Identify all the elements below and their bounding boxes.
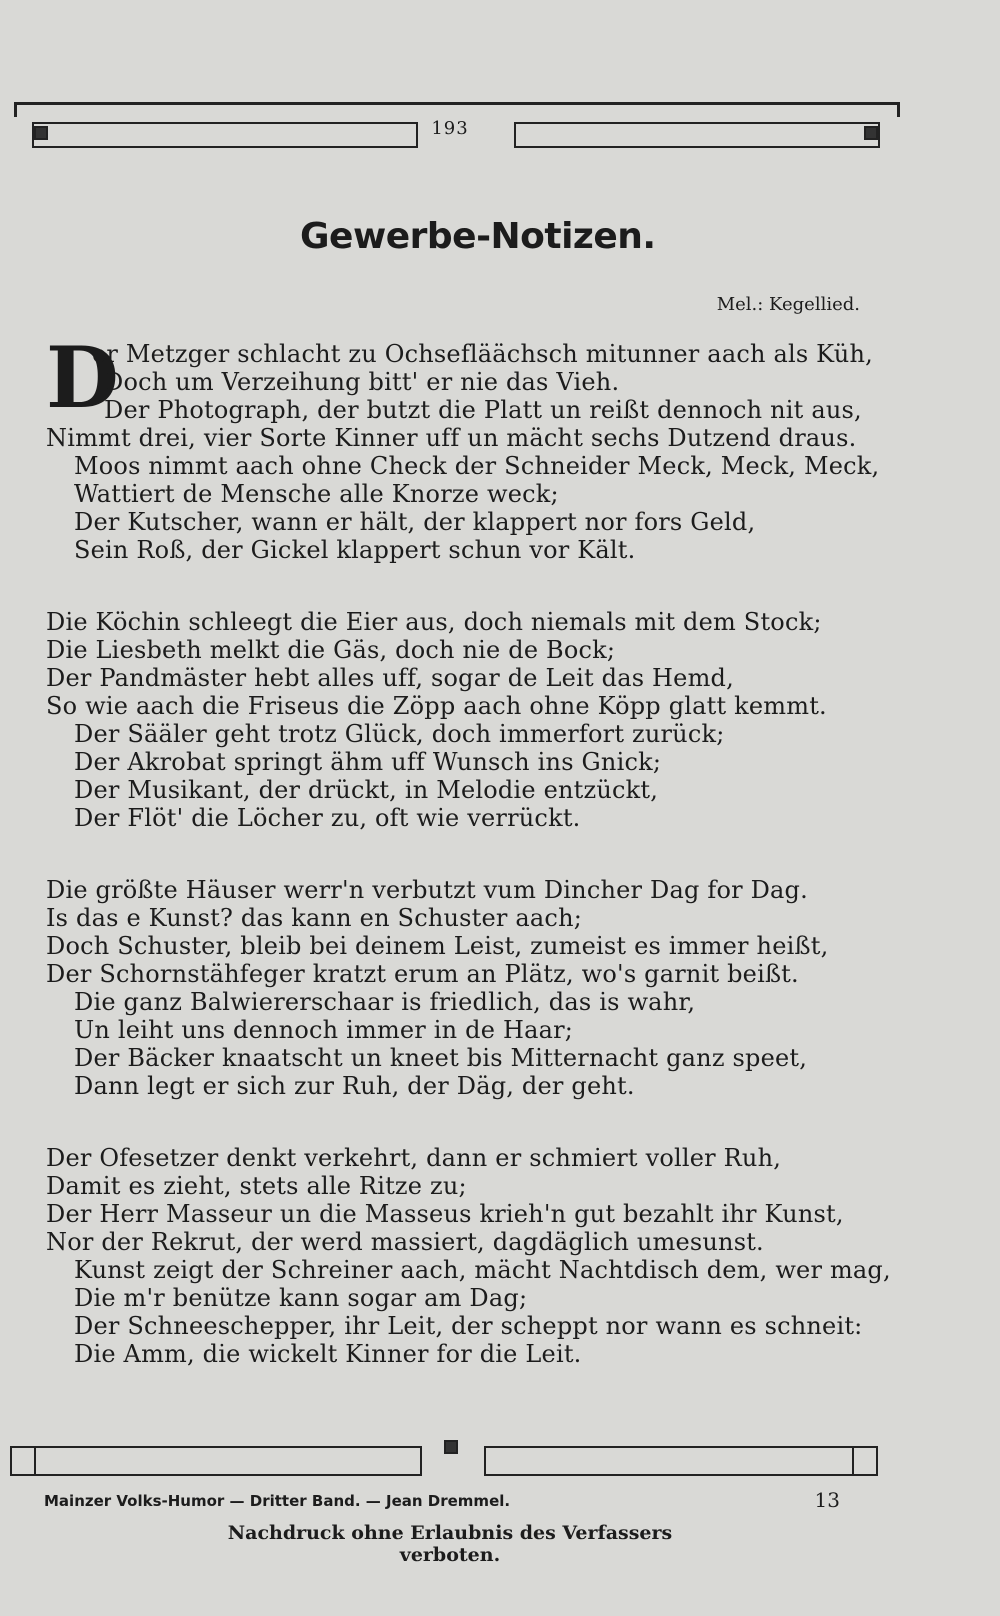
verse-line: Der Photograph, der butzt die Platt un reißt dennoch nit aus, bbox=[104, 396, 862, 424]
signature-number: 13 bbox=[814, 1488, 840, 1512]
verse-line: Doch um Verzeihung bitt' er nie das Vieh. bbox=[104, 368, 620, 396]
verse-line: Dann legt er sich zur Ruh, der Däg, der geht. bbox=[74, 1072, 635, 1100]
drop-cap: D bbox=[46, 328, 119, 427]
top-right-square-ornament bbox=[864, 126, 878, 140]
bottom-left-cap bbox=[10, 1446, 36, 1476]
bottom-frame-right-bar bbox=[484, 1446, 878, 1476]
poem-title: Gewerbe-Notizen. bbox=[300, 216, 656, 257]
verse-line: er Metzger schlacht zu Ochsefläächsch mitunner aach als Küh, bbox=[92, 340, 873, 368]
bottom-right-cap bbox=[852, 1446, 878, 1476]
top-frame-left-bar bbox=[32, 122, 418, 148]
verse-line: Is das e Kunst? das kann en Schuster aach; bbox=[46, 904, 583, 932]
verse-line: Der Bäcker knaatscht un kneet bis Mitternacht ganz speet, bbox=[74, 1044, 808, 1072]
bottom-ornament-frame bbox=[10, 1440, 896, 1474]
verse-line: Die m'r benütze kann sogar am Dag; bbox=[74, 1284, 528, 1312]
verse-line: So wie aach die Friseus die Zöpp aach ohne Köpp glatt kemmt. bbox=[46, 692, 827, 720]
verse-line: Der Musikant, der drückt, in Melodie entzückt, bbox=[74, 776, 659, 804]
verse-line: Der Flöt' die Löcher zu, oft wie verrückt. bbox=[74, 804, 581, 832]
verse-line: Der Ofesetzer denkt verkehrt, dann er schmiert voller Ruh, bbox=[46, 1144, 782, 1172]
verse-line: Der Akrobat springt ähm uff Wunsch ins Gnick; bbox=[74, 748, 662, 776]
verse-line: Nimmt drei, vier Sorte Kinner uff un mächt sechs Dutzend draus. bbox=[46, 424, 857, 452]
verse-line: Der Schornstähfeger kratzt erum an Plätz, wo's garnit beißt. bbox=[46, 960, 799, 988]
bottom-center-square-ornament bbox=[444, 1440, 458, 1454]
verse-line: Die Liesbeth melkt die Gäs, doch nie de Bock; bbox=[46, 636, 616, 664]
bottom-frame-left-bar bbox=[10, 1446, 422, 1476]
top-frame-rule bbox=[14, 102, 900, 117]
melody-note: Mel.: Kegellied. bbox=[716, 294, 860, 315]
page-number: 193 bbox=[431, 118, 469, 139]
verse-line: Un leiht uns dennoch immer in de Haar; bbox=[74, 1016, 574, 1044]
verse-line: Der Pandmäster hebt alles uff, sogar de Leit das Hemd, bbox=[46, 664, 734, 692]
verse-line: Nor der Rekrut, der werd massiert, dagdäglich umesunst. bbox=[46, 1228, 764, 1256]
verse-line: Der Kutscher, wann er hält, der klappert nor fors Geld, bbox=[74, 508, 756, 536]
verse-line: Doch Schuster, bleib bei deinem Leist, zumeist es immer heißt, bbox=[46, 932, 829, 960]
top-left-square-ornament bbox=[34, 126, 48, 140]
verse-line: Der Herr Masseur un die Masseus krieh'n gut bezahlt ihr Kunst, bbox=[46, 1200, 844, 1228]
verse-line: Der Schneeschepper, ihr Leit, der scheppt nor wann es schneit: bbox=[74, 1312, 863, 1340]
verse-line: Kunst zeigt der Schreiner aach, mächt Nachtdisch dem, wer mag, bbox=[74, 1256, 891, 1284]
copyright-notice: Nachdruck ohne Erlaubnis des Verfassers verboten. bbox=[227, 1522, 673, 1566]
verse-line: Damit es zieht, stets alle Ritze zu; bbox=[46, 1172, 467, 1200]
verse-line: Moos nimmt aach ohne Check der Schneider Meck, Meck, Meck, bbox=[74, 452, 880, 480]
verse-line: Die Köchin schleegt die Eier aus, doch niemals mit dem Stock; bbox=[46, 608, 822, 636]
verse-line: Die ganz Balwiererschaar is friedlich, das is wahr, bbox=[74, 988, 696, 1016]
verse-line: Sein Roß, der Gickel klappert schun vor Kält. bbox=[74, 536, 636, 564]
verse-line: Die größte Häuser werr'n verbutzt vum Dincher Dag for Dag. bbox=[46, 876, 808, 904]
verse-line: Wattiert de Mensche alle Knorze weck; bbox=[74, 480, 559, 508]
verse-line: Die Amm, die wickelt Kinner for die Leit. bbox=[74, 1340, 582, 1368]
top-frame-right-bar bbox=[514, 122, 880, 148]
publication-info: Mainzer Volks-Humor — Dritter Band. — Jean Dremmel. bbox=[44, 1492, 511, 1510]
verse-line: Der Sääler geht trotz Glück, doch immerfort zurück; bbox=[74, 720, 725, 748]
